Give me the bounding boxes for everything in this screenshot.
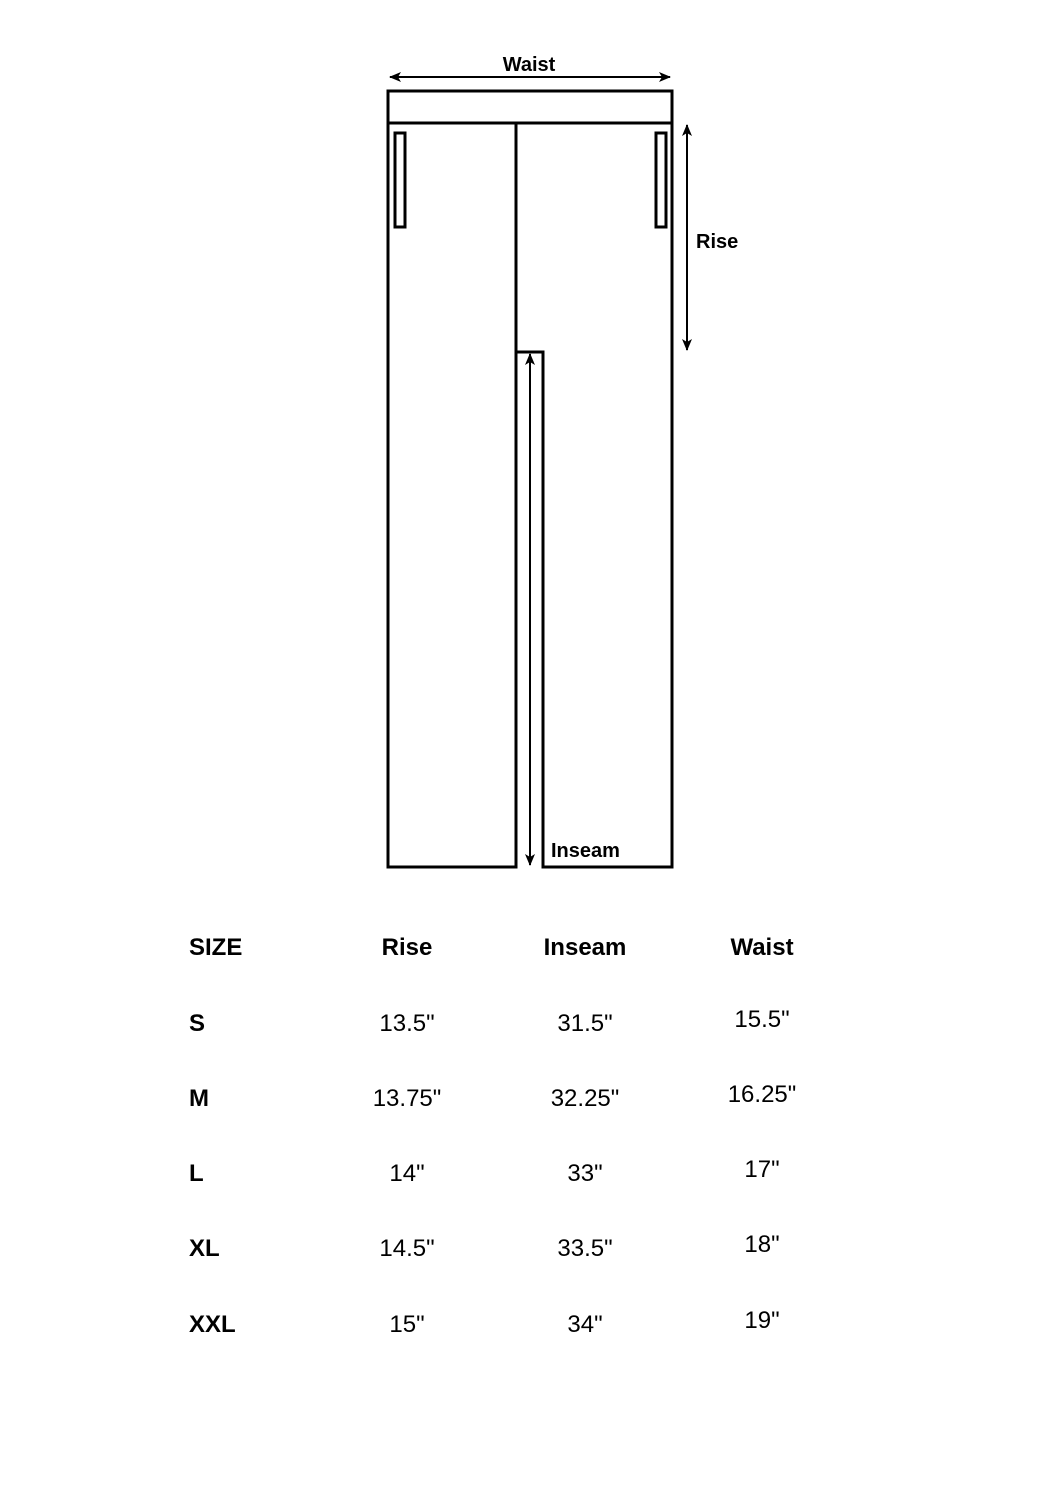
row-s-waist: 15.5" — [734, 1006, 790, 1033]
row-s-rise: 13.5" — [379, 1010, 435, 1037]
row-xl-size: XL — [189, 1235, 220, 1262]
row-xl-rise: 14.5" — [379, 1235, 435, 1262]
row-xxl-waist: 19" — [744, 1307, 780, 1334]
row-m-size: M — [189, 1085, 209, 1112]
header-waist: Waist — [730, 934, 794, 961]
header-rise: Rise — [381, 934, 433, 961]
row-s-inseam: 31.5" — [557, 1010, 613, 1037]
row-l-inseam: 33" — [567, 1160, 603, 1187]
row-m-rise: 13.75" — [372, 1085, 442, 1112]
row-xl-inseam: 33.5" — [557, 1235, 613, 1262]
row-xxl-rise: 15" — [389, 1311, 425, 1338]
waist-label: Waist — [502, 54, 556, 76]
row-l-waist: 17" — [744, 1156, 780, 1183]
inseam-label: Inseam — [551, 840, 620, 862]
row-xl-waist: 18" — [744, 1231, 780, 1258]
header-size: SIZE — [189, 934, 243, 961]
row-l-size: L — [189, 1160, 204, 1187]
rise-label: Rise — [696, 231, 739, 253]
row-l-rise: 14" — [389, 1160, 425, 1187]
row-s-size: S — [189, 1010, 206, 1037]
header-inseam: Inseam — [543, 934, 627, 961]
row-m-inseam: 32.25" — [550, 1085, 620, 1112]
row-m-waist: 16.25" — [727, 1081, 797, 1108]
row-xxl-size: XXL — [189, 1311, 236, 1338]
row-xxl-inseam: 34" — [567, 1311, 603, 1338]
